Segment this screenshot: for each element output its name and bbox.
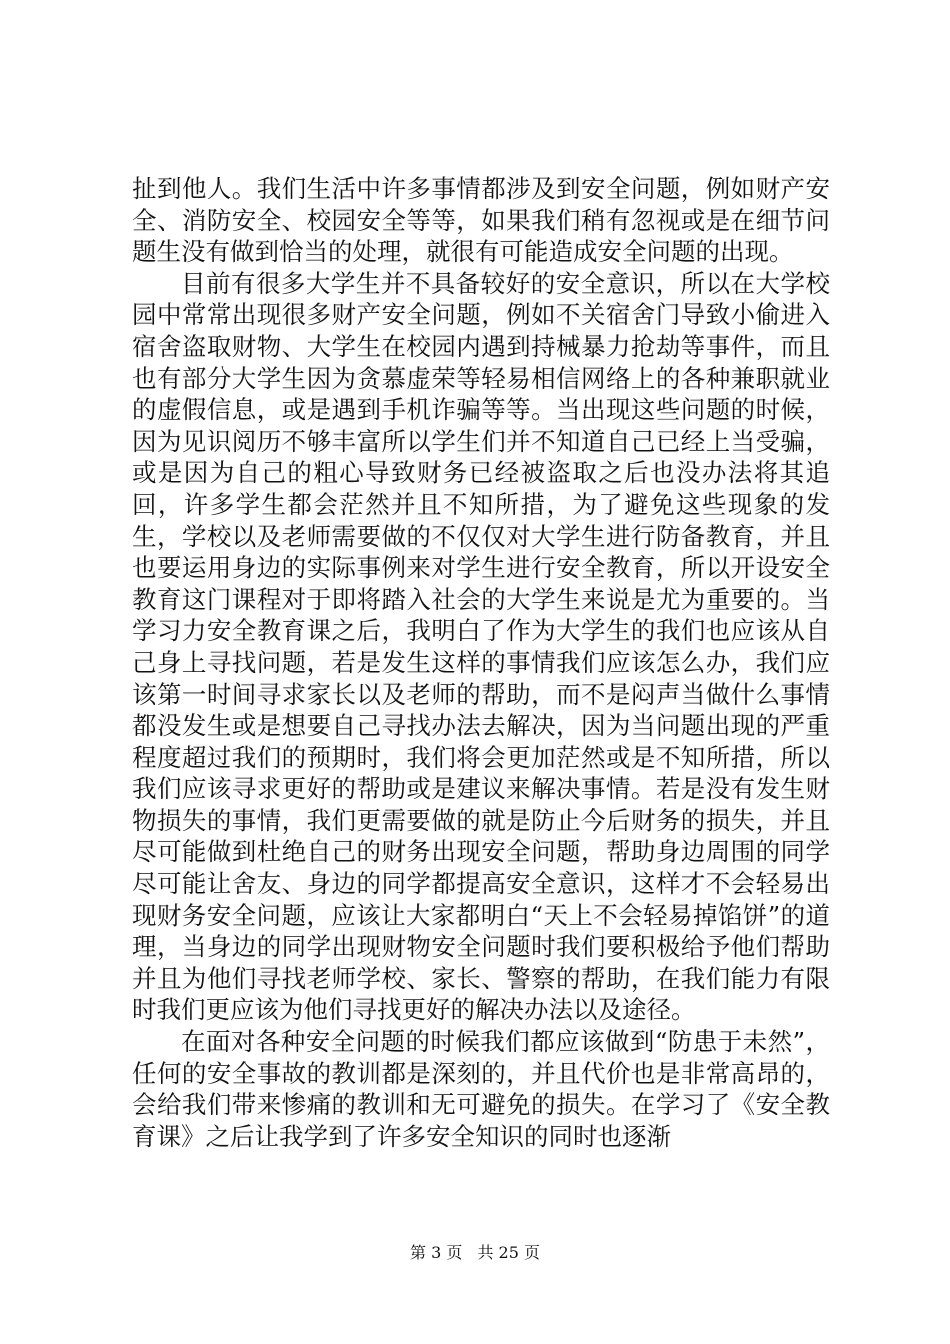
page-number: 第 3 页 [410, 1243, 463, 1262]
paragraph-2: 目前有很多大学生并不具备较好的安全意识，所以在大学校园中常常出现很多财产安全问题，例如不关宿舍门导致小偷进入宿舍盗取财物、大学生在校园内遇到持械暴力抢劫等事件，而且也有部分大学生因为贪慕虚荣等轻易相信网络上的各种兼职就业的虚假信息，或是遇到手机诈骗等等。当出现这些问题的时候，因为见识阅历不够丰富所以学生们并不知道自己已经上当受骗，或是因为自己的粗心导致财务已经被盗取之后也没办法将其追回，许多学生都会茫然并且不知所措，为了避免这些现象的发生，学校以及老师需要做的不仅仅对大学生进行防备教育，并且也要运用身边的实际事例来对学生进行安全教育，所以开设安全教育这门课程对于即将踏入社会的大学生来说是尤为重要的。当学习力安全教育课之后，我明白了作为大学生的我们也应该从自己身上寻找问题，若是发生这样的事情我们应该怎么办，我们应该第一时间寻求家长以及老师的帮助，而不是闷声当做什么事情都没发生或是想要自己寻找办法去解决，因为当问题出现的严重程度超过我们的预期时，我们将会更加茫然或是不知所措，所以我们应该寻求更好的帮助或是建议来解决事情。若是没有发生财物损失的事情，我们更需要做的就是防止今后财务的损失，并且尽可能做到杜绝自己的财务出现安全问题，帮助身边周围的同学尽可能让舍友、身边的同学都提高安全意识，这样才不会轻易出现财务安全问题，应该让大家都明白“天上不会轻易掉馅饼”的道理，当身边的同学出现财物安全问题时我们要积极给予他们帮助并且为他们寻找老师学校、家长、警察的帮助，在我们能力有限时我们更应该为他们寻找更好的解决办法以及途径。 [132, 268, 830, 1025]
page-total: 共 25 页 [477, 1243, 540, 1262]
body-text [132, 173, 830, 1152]
page-footer [0, 1243, 950, 1263]
paragraph-1: 扯到他人。我们生活中许多事情都涉及到安全问题，例如财产安全、消防安全、校园安全等等，如果我们稍有忽视或是在细节问题生没有做到恰当的处理，就很有可能造成安全问题的出现。 [132, 174, 830, 267]
paragraph-3: 在面对各种安全问题的时候我们都应该做到“防患于未然”，任何的安全事故的教训都是深刻的，并且代价也是非常高昂的，会给我们带来惨痛的教训和无可避免的损失。在学习了《安全教育课》之后让我学到了许多安全知识的同时也逐渐 [132, 1027, 830, 1151]
